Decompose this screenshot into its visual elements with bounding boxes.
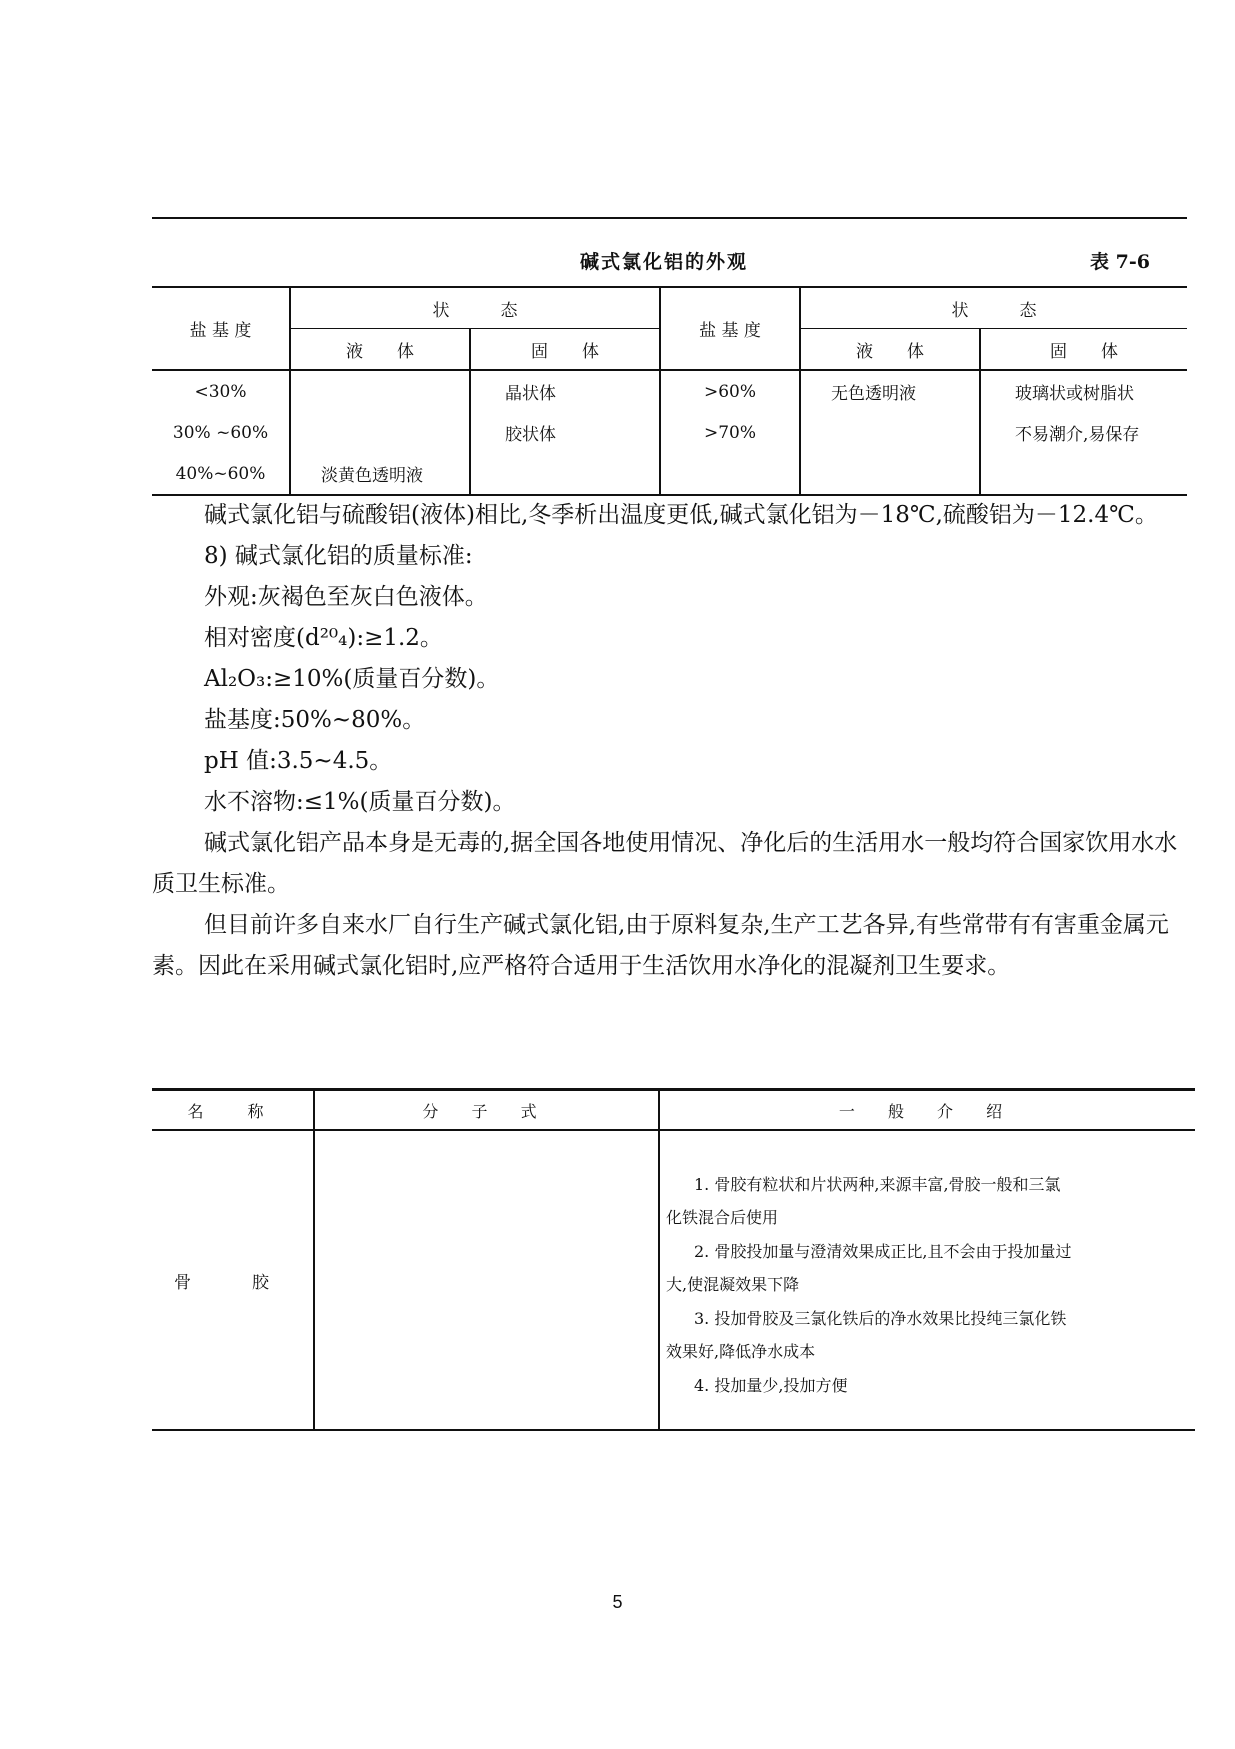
paragraph-standard-heading: 8) 碱式氯化铝的质量标准: [204, 543, 473, 569]
intro-line: 2. 骨胶投加量与澄清效果成正比,且不会由于投加量过 [694, 1241, 1072, 1261]
header-state-left: 状 态 [290, 287, 660, 329]
basicity-cell: >60% [660, 370, 800, 412]
body-text [152, 495, 1187, 987]
header-liquid-left: 液 体 [290, 329, 470, 371]
header-basicity-right: 盐 基 度 [660, 287, 800, 370]
header-liquid-right: 液 体 [800, 329, 980, 371]
standard-item: 外观:灰褐色至灰白色液体。 [204, 584, 488, 610]
standard-item: pH 值:3.5~4.5。 [204, 748, 393, 774]
solid-cell: 胶状体 [470, 412, 660, 453]
liquid-cell [800, 453, 980, 495]
top-rule [152, 217, 1187, 219]
page-number: 5 [612, 1592, 623, 1612]
header-basicity-left: 盐 基 度 [152, 287, 290, 370]
liquid-cell: 无色透明液 [800, 370, 980, 412]
liquid-cell: 淡黄色透明液 [290, 453, 470, 495]
solid-cell: 晶状体 [470, 370, 660, 412]
standard-item: 相对密度(d²⁰₄):≥1.2。 [204, 625, 443, 651]
intro-line: 3. 投加骨胶及三氯化铁后的净水效果比投纯三氯化铁 [694, 1308, 1067, 1328]
basicity-cell: 40%~60% [152, 453, 290, 495]
table-title: 碱式氯化铝的外观 [580, 251, 749, 273]
standard-item: 盐基度:50%~80%。 [204, 707, 426, 733]
appearance-table [152, 286, 1187, 496]
paragraph-temperature: 碱式氯化铝与硫酸铝(液体)相比,冬季析出温度更低,碱式氯化铝为－18℃,硫酸铝为－12.4℃。 [204, 502, 1158, 528]
coagulant-table [152, 1088, 1195, 1431]
intro-line: 化铁混合后使用 [666, 1208, 779, 1228]
liquid-cell [290, 412, 470, 453]
header-solid-left: 固 体 [470, 329, 660, 371]
table-number: 表 7-6 [1090, 251, 1150, 273]
header-name: 名 称 [152, 1090, 314, 1131]
paragraph-nontoxic: 碱式氯化铝产品本身是无毒的,据全国各地使用情况、净化后的生活用水一般均符合国家饮用水水质卫生标准。 [152, 830, 1178, 897]
standard-item: 水不溶物:≤1%(质量百分数)。 [204, 789, 516, 815]
basicity-cell: 30% ~60% [172, 422, 269, 443]
liquid-cell [290, 370, 470, 412]
basicity-cell: <30% [194, 381, 247, 402]
intro-line: 4. 投加量少,投加方便 [694, 1375, 848, 1395]
row-intro [659, 1130, 1195, 1430]
intro-line: 效果好,降低净水成本 [666, 1342, 816, 1362]
header-solid-right: 固 体 [980, 329, 1187, 371]
solid-cell: 不易潮介,易保存 [980, 412, 1187, 453]
header-state-right: 状 态 [800, 287, 1187, 329]
row-name: 骨 胶 [152, 1130, 314, 1430]
header-formula: 分 子 式 [314, 1090, 659, 1131]
solid-cell: 玻璃状或树脂状 [980, 370, 1187, 412]
basicity-cell: >70% [660, 412, 800, 453]
basicity-cell [660, 453, 800, 495]
solid-cell [980, 453, 1187, 495]
header-intro: 一 般 介 绍 [659, 1090, 1195, 1131]
row-formula [314, 1130, 659, 1430]
intro-line: 大,使混凝效果下降 [666, 1275, 800, 1295]
standard-item: Al₂O₃:≥10%(质量百分数)。 [204, 666, 500, 692]
paragraph-heavy-metals: 但目前许多自来水厂自行生产碱式氯化铝,由于原料复杂,生产工艺各异,有些常带有有害重金属元素。因此在采用碱式氯化铝时,应严格符合适用于生活饮用水净化的混凝剂卫生要求。 [152, 912, 1169, 979]
liquid-cell [800, 412, 980, 453]
solid-cell [470, 453, 660, 495]
intro-line: 1. 骨胶有粒状和片状两种,来源丰富,骨胶一般和三氯 [694, 1174, 1061, 1194]
